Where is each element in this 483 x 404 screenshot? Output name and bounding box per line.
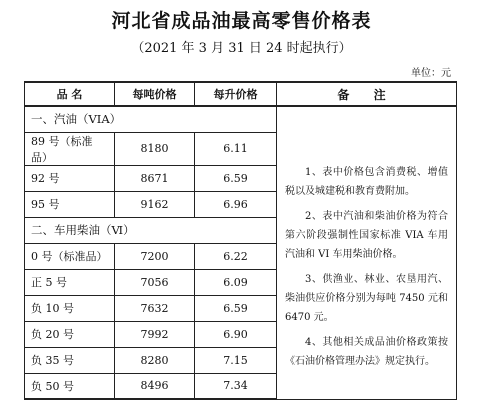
- effective-date: （2021 年 3 月 31 日 24 时起执行）: [131, 41, 352, 56]
- header-notes: 备 注: [277, 82, 457, 106]
- product-name: 89 号（标准品）: [25, 132, 115, 165]
- product-name: 负 20 号: [25, 321, 115, 347]
- product-name: 正 5 号: [25, 269, 115, 295]
- section-label-gasoline: 一、汽油（VIA）: [25, 106, 277, 132]
- section-label-diesel: 二、车用柴油（Ⅵ）: [25, 217, 277, 243]
- price-per-ton: 8496: [115, 373, 195, 399]
- price-per-liter: 6.59: [195, 295, 277, 321]
- price-per-ton: 7200: [115, 243, 195, 269]
- header-product-name: 品 名: [25, 82, 115, 106]
- price-per-ton: 8280: [115, 347, 195, 373]
- price-per-ton: 8180: [115, 132, 195, 165]
- note-3: 3、供渔业、林业、农垦用汽、柴油供应价格分别为每吨 7450 元和 6470 元。: [285, 274, 448, 323]
- product-name: 0 号（标准品）: [25, 243, 115, 269]
- price-per-ton: 7056: [115, 269, 195, 295]
- price-per-ton: 9162: [115, 191, 195, 217]
- price-table: [24, 81, 457, 400]
- price-per-ton: 7992: [115, 321, 195, 347]
- price-per-liter: 6.59: [195, 165, 277, 191]
- product-name: 负 50 号: [25, 373, 115, 399]
- header-price-per-liter: 每升价格: [195, 82, 277, 106]
- price-per-liter: 6.90: [195, 321, 277, 347]
- price-per-liter: 6.22: [195, 243, 277, 269]
- unit-label: 单位：元: [411, 68, 451, 79]
- product-name: 负 10 号: [25, 295, 115, 321]
- table-header-row: [25, 82, 457, 106]
- note-2: 2、表中汽油和柴油价格为符合第六阶段强制性国家标准 VIA 车用汽油和 VI 车用柴油价格。: [285, 211, 448, 260]
- product-name: 92 号: [25, 165, 115, 191]
- price-per-liter: 6.11: [195, 132, 277, 165]
- note-4: 4、其他相关成品油价格政策按《石油价格管理办法》规定执行。: [285, 337, 448, 367]
- price-per-liter: 6.09: [195, 269, 277, 295]
- note-1: 1、表中价格包含消费税、增值税以及城建税和教育费附加。: [285, 167, 448, 197]
- section-row-gasoline: [25, 106, 457, 132]
- notes-cell: [277, 106, 457, 399]
- price-per-ton: 7632: [115, 295, 195, 321]
- price-per-liter: 6.96: [195, 191, 277, 217]
- header-price-per-ton: 每吨价格: [115, 82, 195, 106]
- product-name: 95 号: [25, 191, 115, 217]
- price-per-ton: 8671: [115, 165, 195, 191]
- page-title: 河北省成品油最高零售价格表: [111, 10, 372, 32]
- price-per-liter: 7.15: [195, 347, 277, 373]
- product-name: 负 35 号: [25, 347, 115, 373]
- price-per-liter: 7.34: [195, 373, 277, 399]
